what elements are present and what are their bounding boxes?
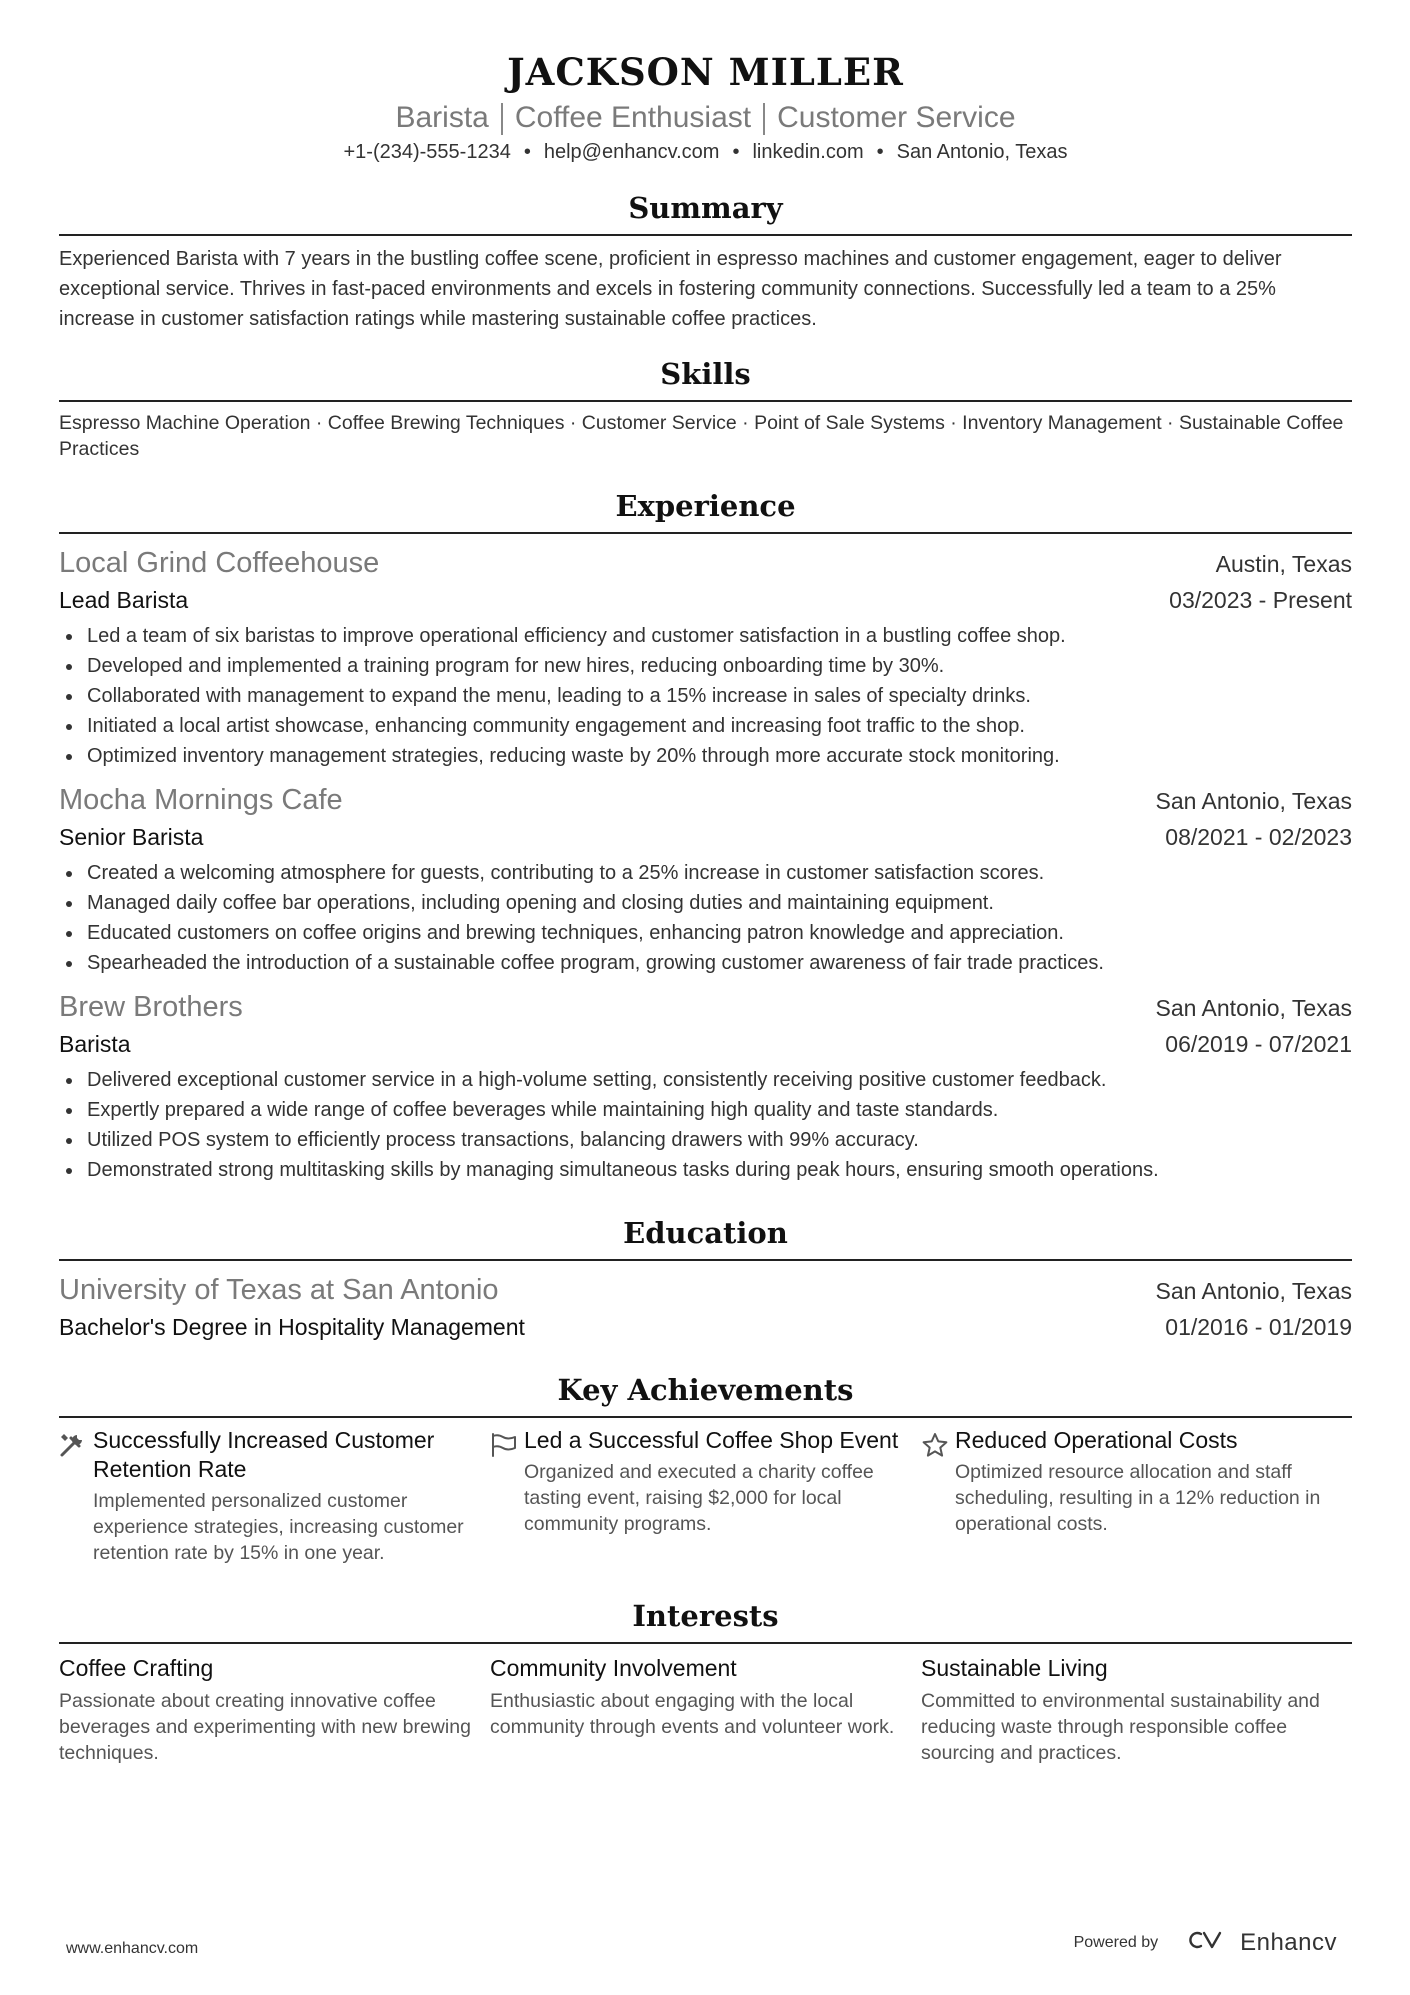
contact-phone[interactable]: +1-(234)-555-1234 (343, 141, 511, 163)
interest-item (490, 1652, 921, 1766)
job-bullet: Delivered exceptional customer service in a high-volume setting, consistently receiving positive customer feedback. (59, 1065, 1352, 1095)
interest-desc: Committed to environmental sustainability and reducing waste through responsible coffee sourcing and practices. (921, 1690, 1320, 1764)
flag-icon (490, 1426, 524, 1566)
education-degree: Bachelor's Degree in Hospitality Management (59, 1314, 525, 1340)
job-bullet: Educated customers on coffee origins and brewing techniques, enhancing patron knowledge and appreciation. (59, 918, 1352, 948)
interest-desc: Passionate about creating innovative coffee beverages and experimenting with new brewing techniques. (59, 1690, 471, 1764)
tools-icon (59, 1426, 93, 1566)
skills-list: Espresso Machine Operation · Coffee Brewing Techniques · Customer Service · Point of Sale Systems · Inventory Management · Sustainable Coffee Practices (59, 412, 1344, 460)
job-bullet: Created a welcoming atmosphere for guests, contributing to a 25% increase in customer satisfaction scores. (59, 858, 1352, 888)
brand-name: Enhancv (1240, 1928, 1337, 1956)
job-entry (59, 988, 1352, 1185)
section-heading-skills: Skills (59, 354, 1352, 402)
section-heading-summary: Summary (59, 188, 1352, 236)
job-entry (59, 781, 1352, 978)
contact-separator: • (732, 141, 740, 163)
education-entry (59, 1271, 1352, 1344)
education-location: San Antonio, Texas (1155, 1278, 1352, 1304)
job-bullet: Demonstrated strong multitasking skills by managing simultaneous tasks during peak hours, ensuring smooth operations. (59, 1155, 1352, 1185)
interest-title: Community Involvement (490, 1655, 737, 1681)
job-bullets (59, 1065, 1352, 1185)
interest-title: Coffee Crafting (59, 1655, 214, 1681)
enhancv-logo-icon (1184, 1928, 1230, 1957)
interest-item (59, 1652, 490, 1766)
job-company: Mocha Mornings Cafe (59, 784, 343, 816)
achievement-desc: Optimized resource allocation and staff scheduling, resulting in a 12% reduction in operational costs. (955, 1461, 1321, 1535)
achievement-item (59, 1426, 490, 1566)
candidate-name: JACKSON MILLER (507, 50, 904, 94)
job-company: Local Grind Coffeehouse (59, 547, 380, 579)
achievement-item (921, 1426, 1352, 1566)
job-dates: 03/2023 - Present (1169, 587, 1352, 613)
job-bullet: Utilized POS system to efficiently process transactions, balancing drawers with 99% accuracy. (59, 1125, 1352, 1155)
resume-page (59, 0, 1352, 1766)
job-location: San Antonio, Texas (1155, 995, 1352, 1021)
section-heading-achievements: Key Achievements (59, 1370, 1352, 1418)
job-entry (59, 544, 1352, 771)
job-bullet: Expertly prepared a wide range of coffee beverages while maintaining high quality and taste standards. (59, 1095, 1352, 1125)
contact-info (59, 138, 1352, 166)
headline-divider (501, 103, 503, 135)
section-heading-interests: Interests (59, 1596, 1352, 1644)
contact-email[interactable]: help@enhancv.com (543, 141, 720, 163)
education-dates: 01/2016 - 01/2019 (1165, 1314, 1352, 1340)
job-bullet: Initiated a local artist showcase, enhancing community engagement and increasing foot traffic to the shop. (59, 711, 1352, 741)
interest-desc: Enthusiastic about engaging with the local community through events and volunteer work. (490, 1690, 895, 1738)
contact-location: San Antonio, Texas (896, 141, 1068, 163)
section-heading-education: Education (59, 1213, 1352, 1261)
job-role: Lead Barista (59, 587, 189, 613)
job-dates: 06/2019 - 07/2021 (1165, 1031, 1352, 1057)
achievement-desc: Organized and executed a charity coffee tasting event, raising $2,000 for local community programs. (524, 1461, 874, 1535)
headline-title-2: Coffee Enthusiast (514, 101, 752, 134)
job-role: Senior Barista (59, 824, 204, 850)
achievement-title: Led a Successful Coffee Shop Event (524, 1427, 899, 1453)
contact-separator: • (523, 141, 531, 163)
job-bullet: Collaborated with management to expand the menu, leading to a 15% increase in sales of specialty drinks. (59, 681, 1352, 711)
contact-linkedin[interactable]: linkedin.com (752, 141, 864, 163)
achievement-desc: Implemented personalized customer experience strategies, increasing customer retention rate by 15% in one year. (93, 1490, 464, 1564)
education-school: University of Texas at San Antonio (59, 1274, 499, 1306)
section-heading-experience: Experience (59, 486, 1352, 534)
job-bullets (59, 621, 1352, 771)
job-dates: 08/2021 - 02/2023 (1165, 824, 1352, 850)
job-bullet: Optimized inventory management strategies, reducing waste by 20% through more accurate stock monitoring. (59, 741, 1352, 771)
job-bullets (59, 858, 1352, 978)
headline-divider (763, 103, 765, 135)
job-role: Barista (59, 1031, 131, 1057)
footer-branding (1074, 1928, 1337, 1957)
job-bullet: Led a team of six baristas to improve operational efficiency and customer satisfaction in a bustling coffee shop. (59, 621, 1352, 651)
summary-section (59, 188, 1352, 334)
skills-section (59, 354, 1352, 462)
job-bullet: Spearheaded the introduction of a sustainable coffee program, growing customer awareness of fair trade practices. (59, 948, 1352, 978)
job-company: Brew Brothers (59, 991, 243, 1023)
achievement-title: Reduced Operational Costs (955, 1427, 1238, 1453)
headline (59, 98, 1352, 138)
star-icon (921, 1426, 955, 1566)
education-section (59, 1213, 1352, 1344)
job-location: San Antonio, Texas (1155, 788, 1352, 814)
interest-item (921, 1652, 1352, 1766)
job-bullet: Managed daily coffee bar operations, including opening and closing duties and maintaining equipment. (59, 888, 1352, 918)
achievement-title: Successfully Increased Customer Retention Rate (93, 1427, 435, 1482)
achievements-section (59, 1370, 1352, 1566)
powered-by-label: Powered by (1073, 1933, 1159, 1951)
summary-text: Experienced Barista with 7 years in the bustling coffee scene, proficient in espresso machines and customer engagement, eager to deliver exceptional service. Thrives in fast-paced environments and excels in fostering community connections. Successfully led a team to a 25% increase in customer satisfaction ratings while mastering sustainable coffee practices. (59, 248, 1282, 330)
headline-title-3: Customer Service (777, 101, 1016, 134)
experience-section (59, 486, 1352, 1185)
job-location: Austin, Texas (1215, 551, 1352, 577)
interests-section (59, 1596, 1352, 1766)
headline-title-1: Barista (395, 101, 489, 134)
contact-separator: • (876, 141, 884, 163)
job-bullet: Developed and implemented a training program for new hires, reducing onboarding time by 30%. (59, 651, 1352, 681)
footer-website[interactable]: www.enhancv.com (66, 1940, 199, 1957)
achievement-item (490, 1426, 921, 1566)
interest-title: Sustainable Living (921, 1655, 1108, 1681)
